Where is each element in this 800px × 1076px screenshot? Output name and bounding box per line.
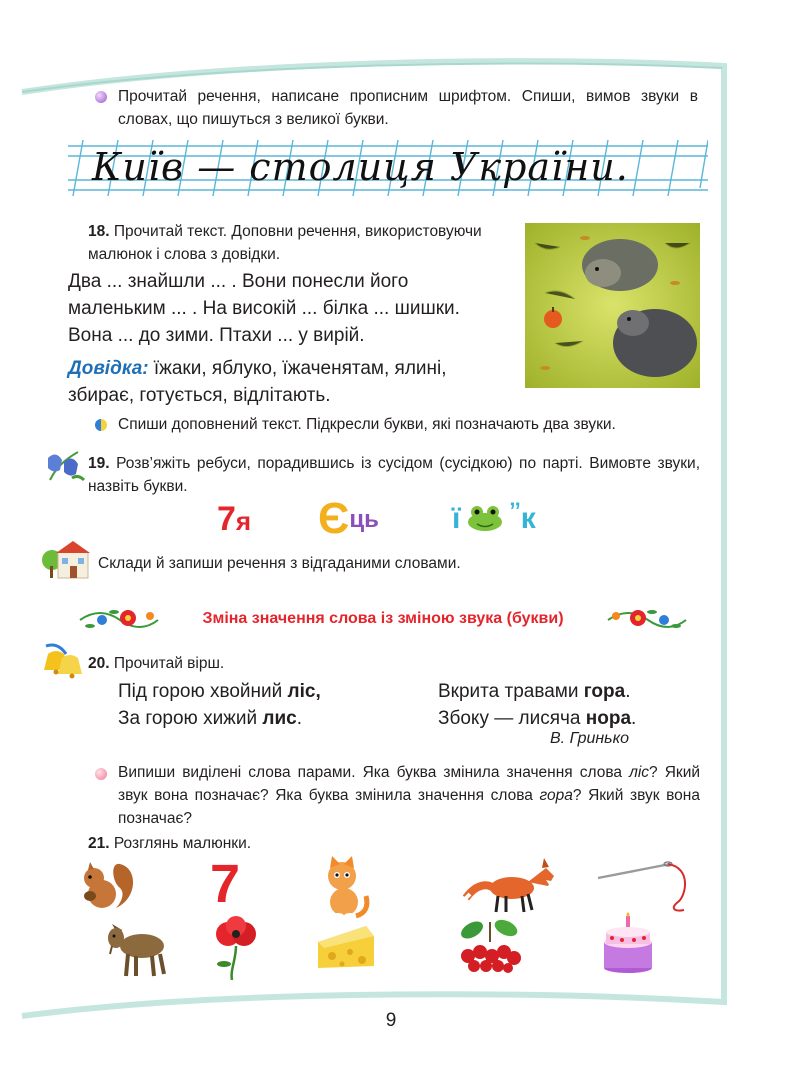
ex18-number: 18. bbox=[88, 223, 110, 240]
ex21-block bbox=[88, 832, 488, 855]
ex20-instruction: Прочитай вірш. bbox=[113, 655, 225, 672]
ex18-task: Спиши доповнений текст. Підкресли букви, які позначають два звуки. bbox=[118, 416, 616, 433]
needle-and-thread-icon bbox=[596, 856, 692, 914]
poem-line-end: . bbox=[625, 681, 631, 702]
ex19-instruction: Розв’яжіть ребуси, порадившись із сусідом (сусідкою) по парті. Вимовте звуки, назвіть букви. bbox=[88, 455, 701, 495]
frog-icon bbox=[465, 504, 505, 532]
ex18-text-line: маленьким ... . На високій ... білка ... шишки. bbox=[68, 298, 460, 319]
bellflower-icon bbox=[42, 448, 88, 484]
picture-seven: 7 bbox=[210, 854, 241, 914]
squirrel-icon bbox=[76, 858, 138, 912]
section-title: Зміна значення слова із зміною звука (букви) bbox=[202, 610, 564, 627]
bullet-purple-icon bbox=[95, 91, 107, 103]
rebus-3-last: к bbox=[520, 502, 536, 535]
hint-words: збирає, готується, відлітають. bbox=[68, 385, 331, 406]
ex20-block bbox=[88, 652, 488, 675]
poem-highlighted-word: гора bbox=[583, 681, 626, 702]
ex18-instruction: Прочитай текст. Доповни речення, використовуючи малюнок і слова з довідки. bbox=[88, 223, 482, 263]
ex20-task bbox=[118, 761, 700, 830]
hedgehogs-illustration bbox=[525, 223, 700, 388]
poem-highlighted-word: лис bbox=[262, 708, 297, 729]
poem-left bbox=[118, 678, 418, 732]
house-icon bbox=[40, 538, 92, 580]
poem-line bbox=[118, 678, 418, 705]
poem-line-end: . bbox=[296, 708, 303, 729]
poem-line bbox=[118, 705, 418, 732]
ex20-task-word: гора bbox=[539, 787, 573, 804]
poem-line-end: . bbox=[631, 708, 637, 729]
poem-line-text: За горою хижий bbox=[118, 708, 263, 729]
ex19-number: 19. bbox=[88, 455, 110, 472]
rebus-3 bbox=[452, 498, 536, 536]
ex21-number: 21. bbox=[88, 835, 110, 852]
ex20-number: 20. bbox=[88, 655, 110, 672]
ex18-block bbox=[88, 220, 508, 266]
floral-ornament-left-icon bbox=[78, 604, 160, 634]
poem-right bbox=[438, 678, 708, 732]
ex18-text bbox=[68, 268, 508, 349]
page-number: 9 bbox=[385, 1010, 397, 1031]
cheese-icon bbox=[316, 922, 376, 970]
rebus-3-marks: ’’ bbox=[509, 498, 521, 523]
viburnum-icon bbox=[456, 916, 526, 974]
fox-icon bbox=[462, 854, 558, 914]
hint-words: їжаки, яблуко, їжаченятам, ялині, bbox=[148, 358, 447, 379]
floral-ornament-right-icon bbox=[606, 604, 688, 634]
hint-label: Довідка: bbox=[68, 358, 149, 379]
poem-author: В. Гринько bbox=[550, 730, 630, 747]
rebus-2-big: Є bbox=[318, 494, 350, 543]
ex18-hint bbox=[68, 355, 508, 409]
rebus-3-first: ї bbox=[452, 502, 461, 535]
ex18-text-line: Вона ... до зими. Птахи ... у вирій. bbox=[68, 325, 365, 346]
bullet-blue-yellow-icon bbox=[95, 419, 107, 431]
ex19-block bbox=[88, 452, 700, 498]
ex21-instruction: Розглянь малюнки. bbox=[113, 835, 252, 852]
ex20-task-text: ? Який звук вона позначає? bbox=[118, 787, 700, 827]
poem-highlighted-word: ліс, bbox=[287, 681, 321, 702]
rebus-1 bbox=[217, 500, 251, 539]
ex18-text-line: Два ... знайшли ... . Вони понесли його bbox=[68, 271, 409, 292]
poem-line-text: Збоку — лисяча bbox=[438, 708, 586, 729]
rebus-2 bbox=[318, 494, 379, 544]
bells-icon bbox=[38, 640, 86, 682]
bullet-pink-icon bbox=[95, 768, 107, 780]
poem-line bbox=[438, 678, 708, 705]
rebus-1-letters: я bbox=[235, 506, 252, 536]
ex20-task-text: ? Який звук вона позначає? Яка буква змінила значення слова bbox=[118, 764, 701, 804]
poem-line-text: Вкрита травами bbox=[438, 681, 584, 702]
intro-instruction: Прочитай речення, написане прописним шрифтом. Спиши, вимов звуки в словах, що пишуться з великої букви. bbox=[118, 88, 698, 128]
rebus-2-small: ць bbox=[349, 506, 379, 533]
poem-line-text: Під горою хвойний bbox=[118, 681, 288, 702]
ex20-task-text: Випиши виділені слова парами. Яка буква змінила значення слова bbox=[118, 764, 630, 781]
cake-icon bbox=[598, 912, 658, 974]
poem-highlighted-word: нора bbox=[585, 708, 632, 729]
poem-line bbox=[438, 705, 708, 732]
rebus-1-digit: 7 bbox=[217, 500, 236, 538]
ex19-task: Склади й запиши речення з відгаданими словами. bbox=[98, 555, 461, 572]
goat-icon bbox=[102, 916, 174, 980]
kitten-icon bbox=[318, 856, 370, 920]
cursive-sentence: Київ — столиця України. bbox=[92, 145, 629, 189]
poppy-icon bbox=[212, 916, 262, 980]
ex20-task-word: ліс bbox=[629, 764, 650, 781]
